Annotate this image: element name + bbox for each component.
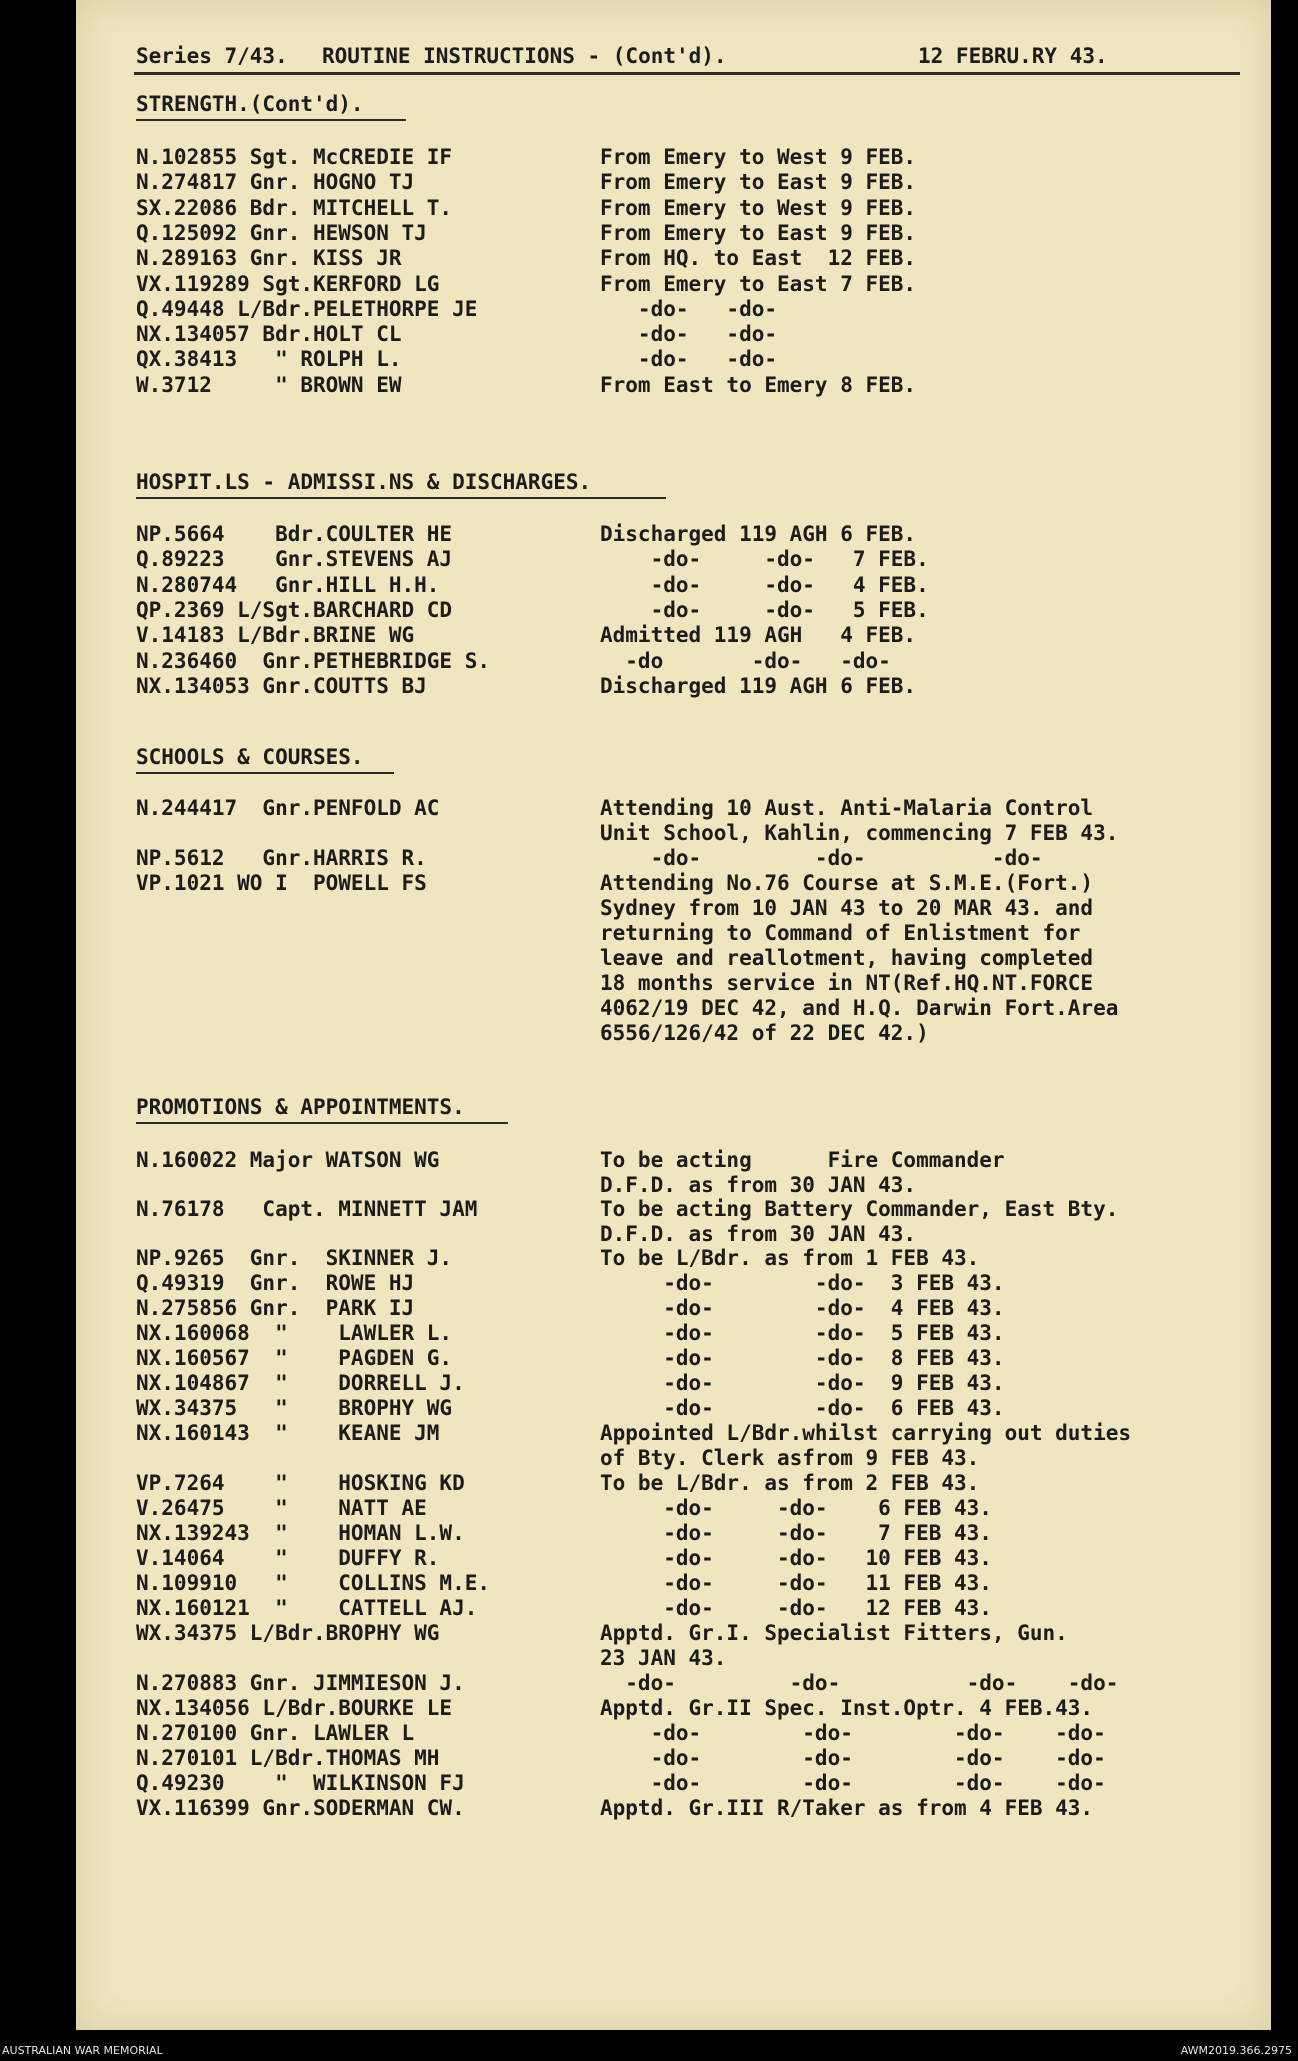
promotion-row-name: N.160022 Major WATSON WG <box>136 1148 440 1172</box>
school-row-detail: leave and reallotment, having completed <box>600 946 1094 970</box>
hospital-row-name: N.280744 Gnr.HILL H.H. <box>136 572 440 597</box>
promotion-row-name: N.270101 L/Bdr.THOMAS MH <box>136 1746 440 1770</box>
promotion-row-name: WX.34375 " BROPHY WG <box>136 1396 453 1420</box>
footer-credit: AUSTRALIAN WAR MEMORIAL <box>2 2044 163 2057</box>
promotion-row-detail: -do- -do- 8 FEB 43. <box>600 1346 1005 1370</box>
promotion-row-detail: 23 JAN 43. <box>600 1646 727 1670</box>
school-row-name: VP.1021 WO I POWELL FS <box>136 871 427 895</box>
school-row-detail: Attending No.76 Course at S.M.E.(Fort.) <box>600 871 1094 895</box>
promotion-row-name: VP.7264 " HOSKING KD <box>136 1471 465 1495</box>
promotion-row-detail: -do- -do- 7 FEB 43. <box>600 1521 992 1545</box>
hospital-row-name: V.14183 L/Bdr.BRINE WG <box>136 623 415 648</box>
school-row-detail: Unit School, Kahlin, commencing 7 FEB 43. <box>600 821 1119 845</box>
strength-row-name: W.3712 " BROWN EW <box>136 372 402 397</box>
strength-row-detail: From East to Emery 8 FEB. <box>600 372 917 397</box>
promotion-row-detail: -do- -do- -do- -do- <box>600 1771 1106 1795</box>
promotion-row-detail: Appointed L/Bdr.whilst carrying out duties <box>600 1421 1132 1445</box>
strength-row-name: N.289163 Gnr. KISS JR <box>136 246 402 271</box>
school-row-detail: 18 months service in NT(Ref.HQ.NT.FORCE <box>600 971 1094 995</box>
promotion-row-name: NX.160143 " KEANE JM <box>136 1421 440 1445</box>
promotion-row-detail: -do- -do- 6 FEB 43. <box>600 1396 1005 1420</box>
promotion-row-name: NX.160068 " LAWLER L. <box>136 1321 453 1345</box>
hospital-row-detail: -do -do- -do- <box>600 648 891 673</box>
promotion-row-detail: -do- -do- 3 FEB 43. <box>600 1271 1005 1295</box>
promotion-row-detail: D.F.D. as from 30 JAN 43. <box>600 1173 917 1197</box>
promotion-row-name: NX.134056 L/Bdr.BOURKE LE <box>136 1696 453 1720</box>
promotion-row-name: Q.49319 Gnr. ROWE HJ <box>136 1271 415 1295</box>
promotion-row-name: N.270100 Gnr. LAWLER L <box>136 1721 415 1745</box>
hospital-row-name: Q.89223 Gnr.STEVENS AJ <box>136 547 453 572</box>
promotion-row-name: V.26475 " NATT AE <box>136 1496 427 1520</box>
promotion-row-name: NP.9265 Gnr. SKINNER J. <box>136 1246 453 1270</box>
promotion-row-name: NX.104867 " DORRELL J. <box>136 1371 465 1395</box>
hospital-row-name: N.236460 Gnr.PETHEBRIDGE S. <box>136 648 491 673</box>
promotion-row-detail: -do- -do- 6 FEB 43. <box>600 1496 992 1520</box>
promotion-row-detail: To be L/Bdr. as from 1 FEB 43. <box>600 1246 980 1270</box>
strength-underline <box>136 119 406 121</box>
section-heading-strength: STRENGTH.(Cont'd). <box>136 92 364 116</box>
promotion-row-detail: Apptd. Gr.III R/Taker as from 4 FEB 43. <box>600 1796 1094 1820</box>
schools-underline <box>136 772 394 774</box>
promotion-row-detail: -do- -do- 12 FEB 43. <box>600 1596 992 1620</box>
promotion-row-name: V.14064 " DUFFY R. <box>136 1546 440 1570</box>
promotion-row-detail: of Bty. Clerk asfrom 9 FEB 43. <box>600 1446 980 1470</box>
promotion-row-name: NX.160567 " PAGDEN G. <box>136 1346 453 1370</box>
promotion-row-name: NX.139243 " HOMAN L.W. <box>136 1521 465 1545</box>
school-row-name: N.244417 Gnr.PENFOLD AC <box>136 796 440 820</box>
promotion-row-detail: -do- -do- 4 FEB 43. <box>600 1296 1005 1320</box>
promotion-row-detail: -do- -do- 10 FEB 43. <box>600 1546 992 1570</box>
strength-row-name: NX.134057 Bdr.HOLT CL <box>136 322 402 347</box>
section-heading-promotions: PROMOTIONS & APPOINTMENTS. <box>136 1095 465 1119</box>
hospital-row-name: QP.2369 L/Sgt.BARCHARD CD <box>136 597 453 622</box>
hospital-row-detail: Discharged 119 AGH 6 FEB. <box>600 673 917 698</box>
promotion-row-name: N.275856 Gnr. PARK IJ <box>136 1296 415 1320</box>
promotion-row-detail: -do- -do- 5 FEB 43. <box>600 1321 1005 1345</box>
school-row-detail: 6556/126/42 of 22 DEC 42.) <box>600 1021 929 1045</box>
promotion-row-name: N.270883 Gnr. JIMMIESON J. <box>136 1671 465 1695</box>
strength-row-detail: From Emery to East 9 FEB. <box>600 220 917 245</box>
section-heading-schools: SCHOOLS & COURSES. <box>136 745 364 769</box>
school-row-detail: returning to Command of Enlistment for <box>600 921 1081 945</box>
strength-row-detail: From Emery to West 9 FEB. <box>600 195 917 220</box>
promotion-row-detail: D.F.D. as from 30 JAN 43. <box>600 1222 917 1246</box>
school-row-detail: Sydney from 10 JAN 43 to 20 MAR 43. and <box>600 896 1094 920</box>
school-row-detail: 4062/19 DEC 42, and H.Q. Darwin Fort.Area <box>600 996 1119 1020</box>
promotion-row-detail: -do- -do- 9 FEB 43. <box>600 1371 1005 1395</box>
strength-row-detail: From Emery to East 7 FEB. <box>600 271 917 296</box>
promotion-row-detail: -do- -do- -do- -do- <box>600 1746 1106 1770</box>
strength-row-name: Q.49448 L/Bdr.PELETHORPE JE <box>136 296 478 321</box>
strength-row-detail: From Emery to East 9 FEB. <box>600 170 917 195</box>
promotion-row-detail: -do- -do- -do- -do- <box>600 1721 1106 1745</box>
hospital-row-name: NP.5664 Bdr.COULTER HE <box>136 522 453 546</box>
school-row-name: NP.5612 Gnr.HARRIS R. <box>136 846 427 870</box>
strength-row-detail: -do- -do- <box>600 296 778 321</box>
strength-row-detail: From HQ. to East 12 FEB. <box>600 246 917 271</box>
header-rule <box>134 72 1240 75</box>
promotion-row-detail: -do- -do- 11 FEB 43. <box>600 1571 992 1595</box>
promotion-row-name: VX.116399 Gnr.SODERMAN CW. <box>136 1796 465 1820</box>
hospital-row-detail: -do- -do- 4 FEB. <box>600 572 929 597</box>
promotion-row-detail: -do- -do- -do- -do- <box>600 1671 1119 1695</box>
hospital-row-detail: -do- -do- 5 FEB. <box>600 597 929 622</box>
document-date: 12 FEBRU.RY 43. <box>918 44 1108 68</box>
strength-row-name: Q.125092 Gnr. HEWSON TJ <box>136 220 427 245</box>
hospital-row-detail: Admitted 119 AGH 4 FEB. <box>600 623 917 648</box>
strength-row-name: SX.22086 Bdr. MITCHELL T. <box>136 195 453 220</box>
promotion-row-name: N.109910 " COLLINS M.E. <box>136 1571 491 1595</box>
strength-row-detail: -do- -do- <box>600 322 778 347</box>
section-heading-hospitals: HOSPIT.LS - ADMISSI.NS & DISCHARGES. <box>136 470 592 494</box>
series-number: Series 7/43. <box>136 44 288 68</box>
strength-row-name: N.102855 Sgt. McCREDIE IF <box>136 145 453 169</box>
strength-row-name: VX.119289 Sgt.KERFORD LG <box>136 271 440 296</box>
promotion-row-detail: Apptd. Gr.II Spec. Inst.Optr. 4 FEB.43. <box>600 1696 1094 1720</box>
promotion-row-detail: To be L/Bdr. as from 2 FEB 43. <box>600 1471 980 1495</box>
footer-accession: AWM2019.366.2975 <box>1180 2044 1292 2057</box>
hospital-row-detail: -do- -do- 7 FEB. <box>600 547 929 572</box>
promotion-row-name: NX.160121 " CATTELL AJ. <box>136 1596 478 1620</box>
hospitals-underline <box>136 497 666 499</box>
promotion-row-detail: To be acting Fire Commander <box>600 1148 1005 1172</box>
promotion-row-name: WX.34375 L/Bdr.BROPHY WG <box>136 1621 440 1645</box>
promotion-row-name: Q.49230 " WILKINSON FJ <box>136 1771 465 1795</box>
promotion-row-detail: Apptd. Gr.I. Specialist Fitters, Gun. <box>600 1621 1068 1645</box>
school-row-detail: Attending 10 Aust. Anti-Malaria Control <box>600 796 1094 820</box>
promotion-row-name: N.76178 Capt. MINNETT JAM <box>136 1197 478 1221</box>
hospital-row-name: NX.134053 Gnr.COUTTS BJ <box>136 673 427 698</box>
promotions-underline <box>136 1122 508 1124</box>
strength-row-detail: From Emery to West 9 FEB. <box>600 145 917 169</box>
strength-row-detail: -do- -do- <box>600 347 778 372</box>
document-title: ROUTINE INSTRUCTIONS - (Cont'd). <box>322 44 727 68</box>
promotion-row-detail: To be acting Battery Commander, East Bty. <box>600 1197 1119 1221</box>
school-row-detail: -do- -do- -do- <box>600 846 1043 870</box>
strength-row-name: QX.38413 " ROLPH L. <box>136 347 402 372</box>
strength-row-name: N.274817 Gnr. HOGNO TJ <box>136 170 415 195</box>
hospital-row-detail: Discharged 119 AGH 6 FEB. <box>600 522 917 546</box>
